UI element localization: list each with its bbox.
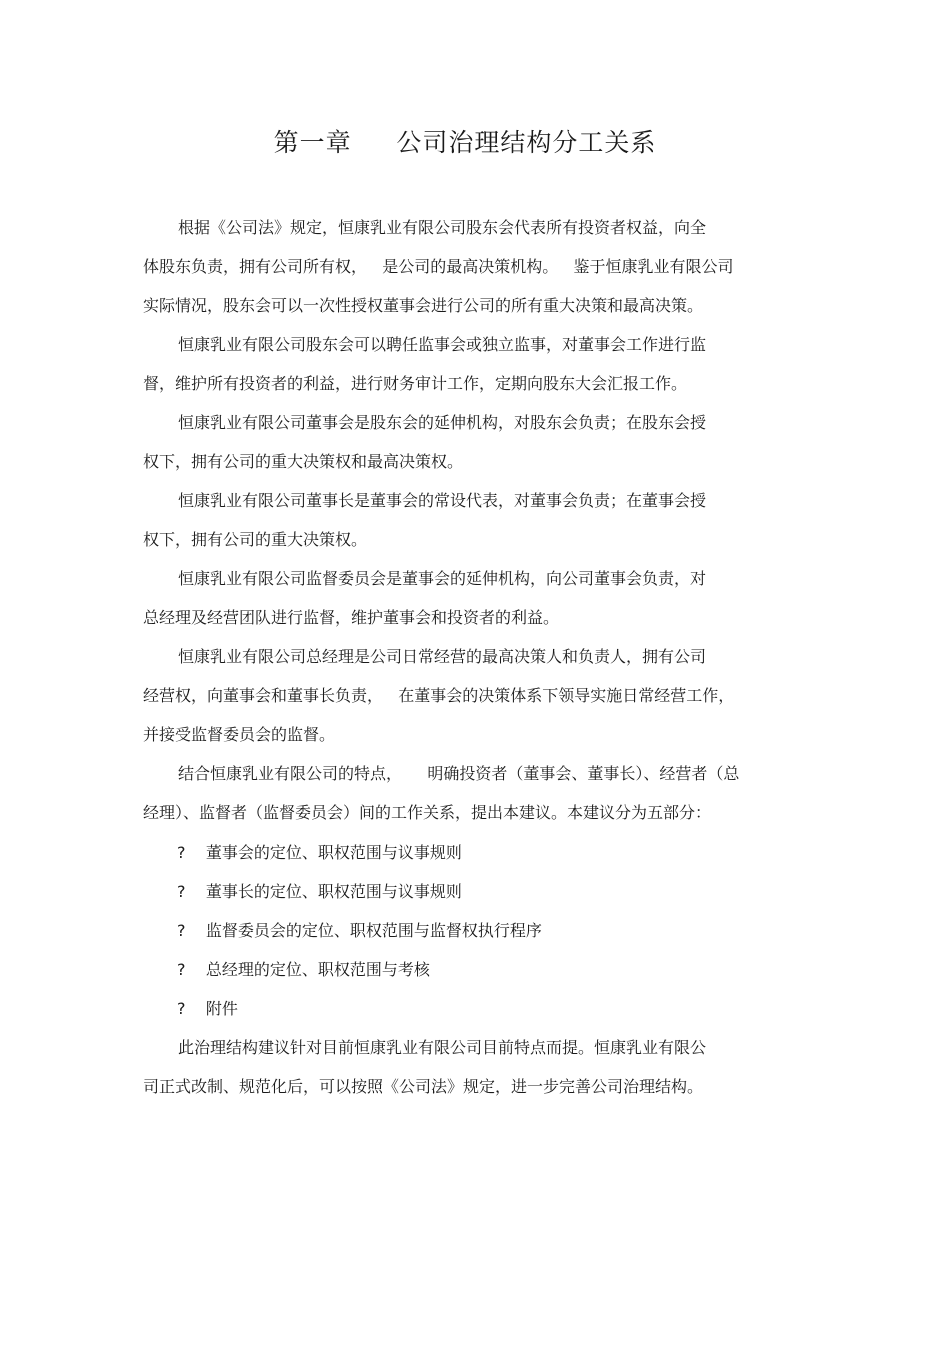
paragraph-line: 恒康乳业有限公司董事会是股东会的延伸机构，对股东会负责；在股东会授	[178, 413, 707, 432]
paragraph-line: 经营权，向董事会和董事长负责， 在董事会的决策体系下领导实施日常经营工作，	[143, 686, 735, 705]
list-item: ? 董事会的定位、职权范围与议事规则	[177, 843, 462, 862]
chapter-title: 第一章 公司治理结构分工关系	[273, 128, 657, 157]
paragraph-line: 经理）、监督者（监督委员会）间的工作关系，提出本建议。本建议分为五部分：	[143, 803, 712, 822]
paragraph-line: 恒康乳业有限公司董事长是董事会的常设代表，对董事会负责；在董事会授	[178, 491, 707, 510]
paragraph-line: 恒康乳业有限公司监督委员会是董事会的延伸机构，向公司董事会负责，对	[178, 569, 707, 588]
paragraph-line: 司正式改制、规范化后，可以按照《公司法》规定，进一步完善公司治理结构。	[143, 1077, 704, 1096]
paragraph-line: 此治理结构建议针对目前恒康乳业有限公司目前特点而提。恒康乳业有限公	[178, 1038, 707, 1057]
paragraph-line: 督，维护所有投资者的利益，进行财务审计工作，定期向股东大会汇报工作。	[143, 374, 688, 393]
paragraph-line: 恒康乳业有限公司总经理是公司日常经营的最高决策人和负责人，拥有公司	[178, 647, 707, 666]
list-item: ? 总经理的定位、职权范围与考核	[177, 960, 430, 979]
paragraph-line: 并接受监督委员会的监督。	[143, 725, 336, 744]
paragraph-line: 结合恒康乳业有限公司的特点， 明确投资者（董事会、董事长）、经营者（总	[178, 764, 740, 783]
paragraph-line: 权下，拥有公司的重大决策权和最高决策权。	[143, 452, 464, 471]
paragraph-line: 根据《公司法》规定，恒康乳业有限公司股东会代表所有投资者权益，向全	[178, 218, 707, 237]
list-item: ? 附件	[177, 999, 238, 1018]
paragraph-line: 权下，拥有公司的重大决策权。	[143, 530, 368, 549]
paragraph-line: 恒康乳业有限公司股东会可以聘任监事会或独立监事，对董事会工作进行监	[178, 335, 707, 354]
paragraph-line: 实际情况，股东会可以一次性授权董事会进行公司的所有重大决策和最高决策。	[143, 296, 704, 315]
list-item: ? 监督委员会的定位、职权范围与监督权执行程序	[177, 921, 542, 940]
paragraph-line: 体股东负责，拥有公司所有权， 是公司的最高决策机构。 鉴于恒康乳业有限公司	[143, 257, 734, 276]
list-item: ? 董事长的定位、职权范围与议事规则	[177, 882, 462, 901]
paragraph-line: 总经理及经营团队进行监督，维护董事会和投资者的利益。	[143, 608, 560, 627]
